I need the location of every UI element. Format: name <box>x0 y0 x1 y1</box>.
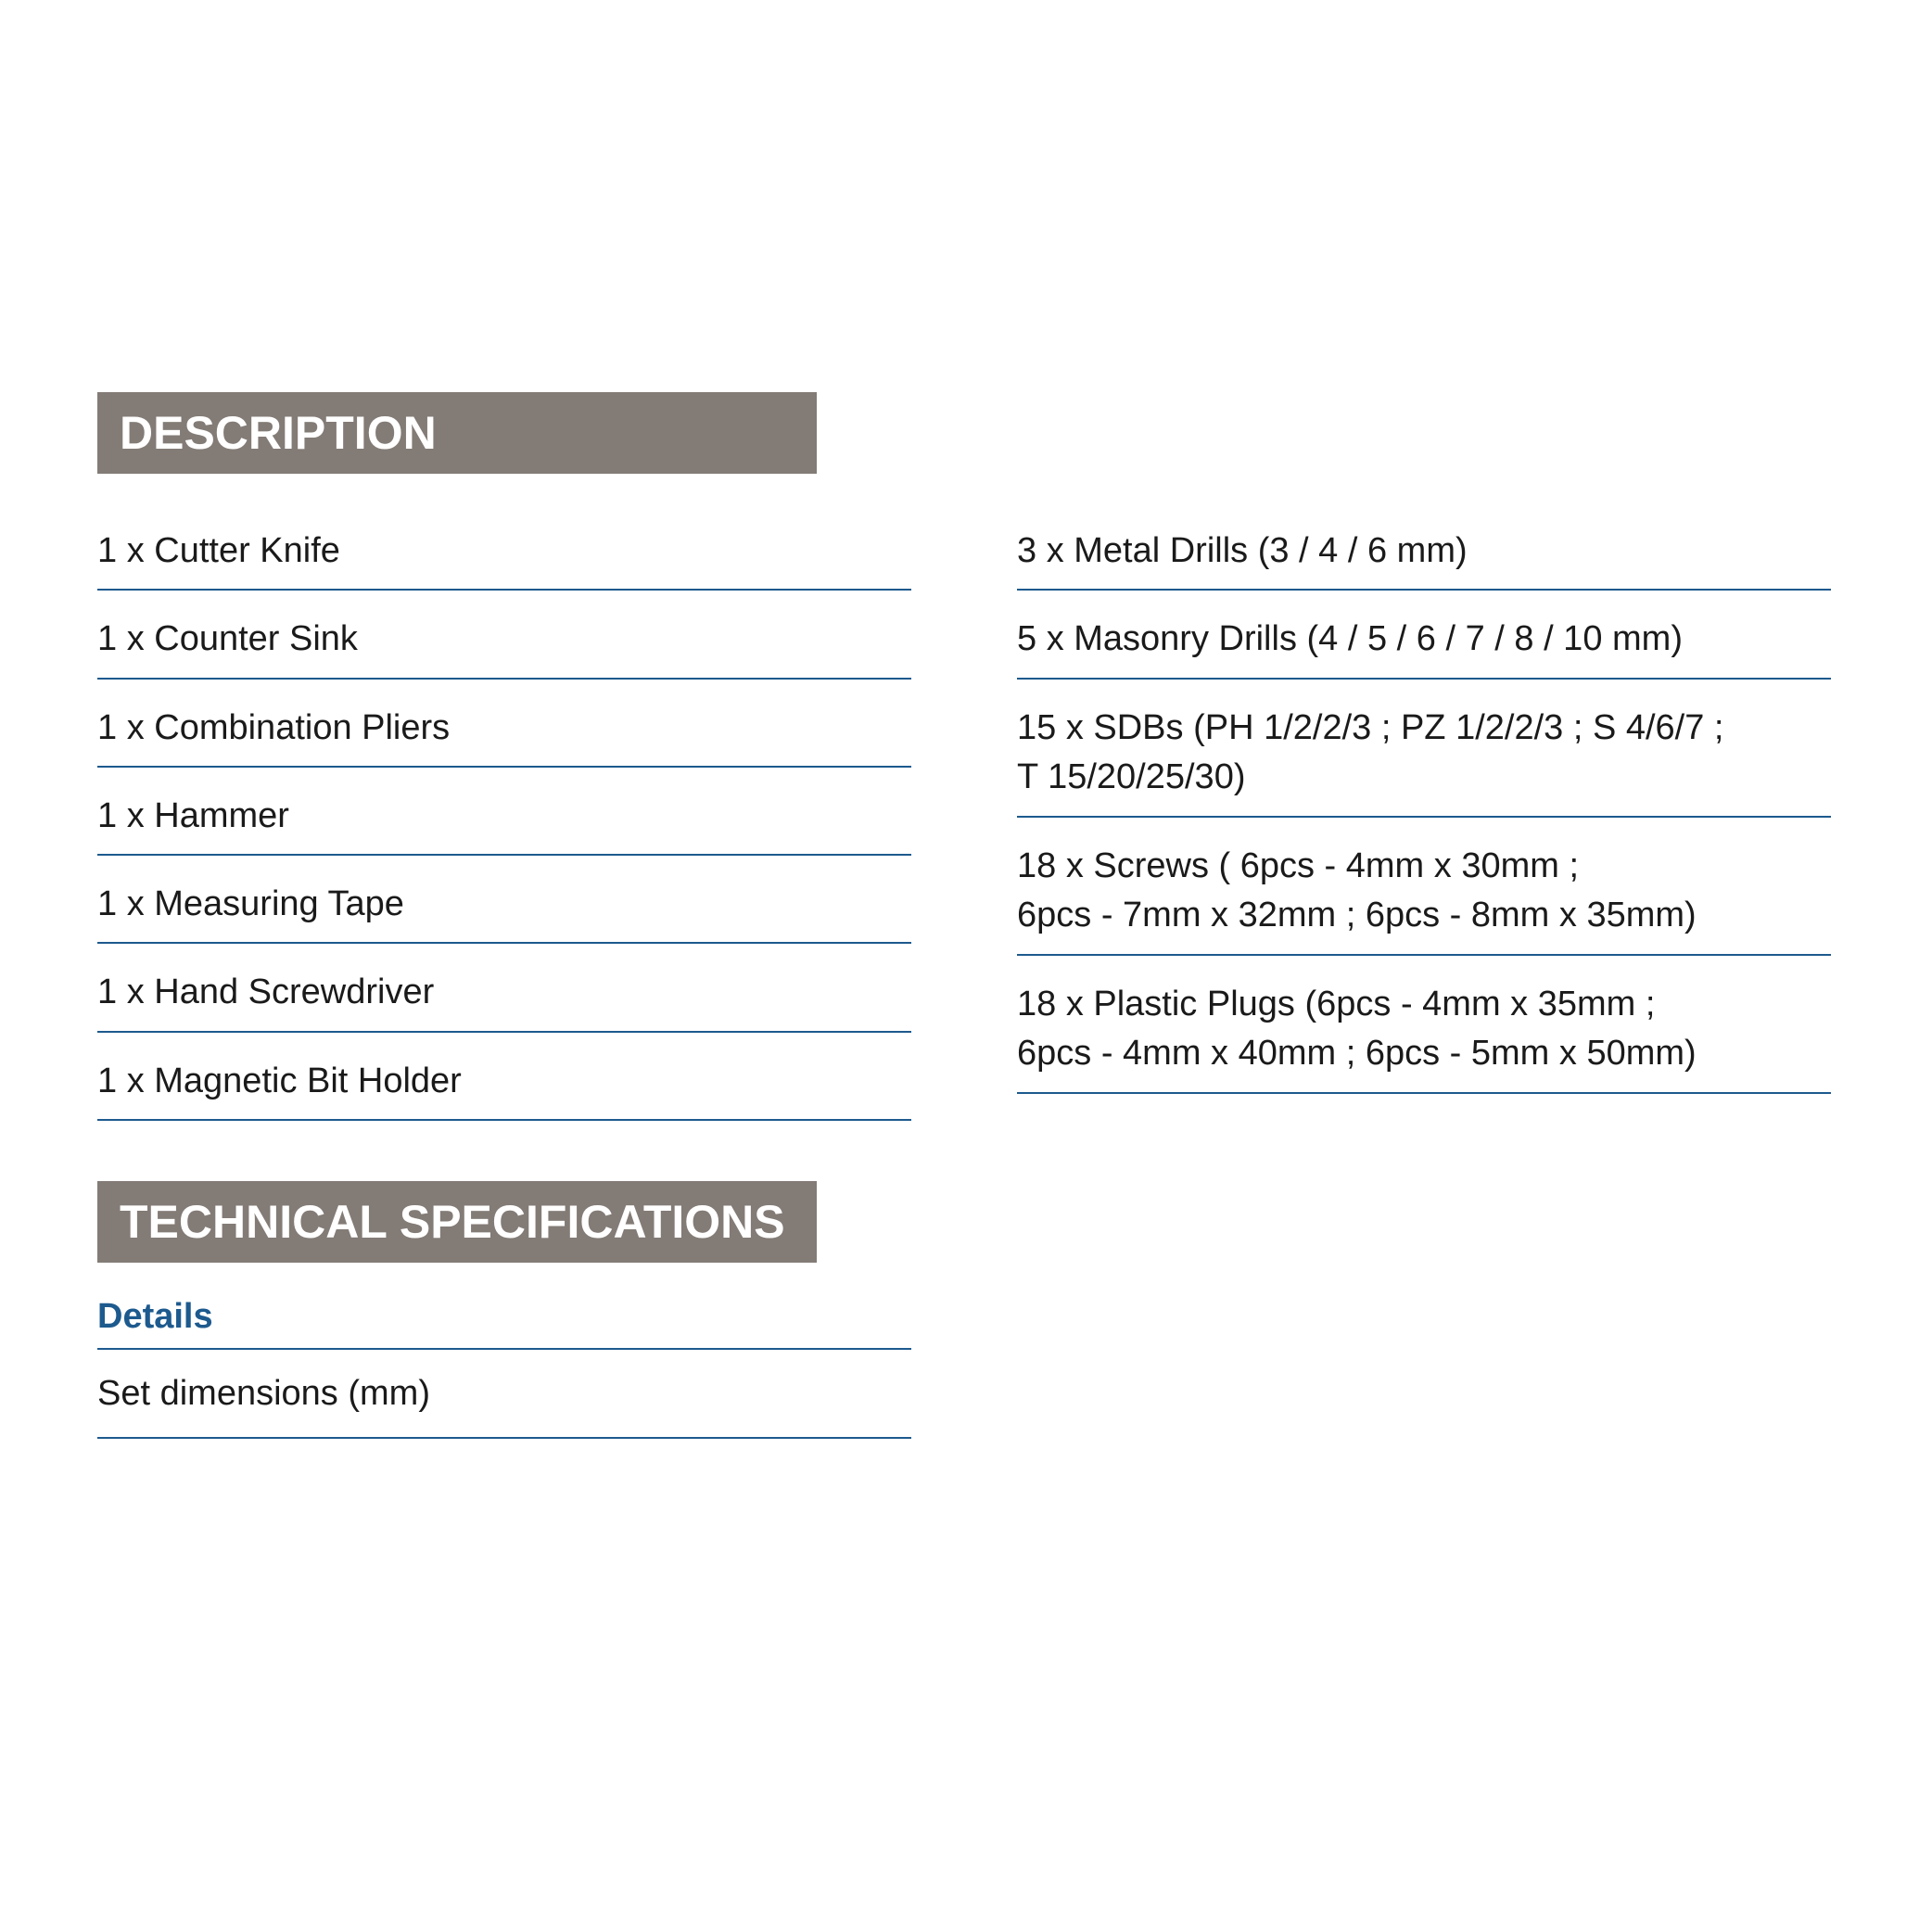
details-label: Details <box>97 1290 911 1350</box>
list-item <box>1017 502 1831 591</box>
description-right-list <box>1017 502 1831 1094</box>
item-text: 1 x Cutter Knife <box>97 531 340 570</box>
item-text-line1: 15 x SDBs (PH 1/2/2/3 ; PZ 1/2/2/3 ; S 4/6/7 ; <box>1017 707 1724 747</box>
list-item <box>1017 680 1831 818</box>
item-text-line2: T 15/20/25/30) <box>1017 756 1246 796</box>
item-text-line2: 6pcs - 4mm x 40mm ; 6pcs - 5mm x 50mm) <box>1017 1033 1697 1073</box>
item-text-line1: 18 x Screws ( 6pcs - 4mm x 30mm ; <box>1017 845 1580 885</box>
item-text: 1 x Hammer <box>97 795 289 835</box>
item-text: 1 x Combination Pliers <box>97 707 451 747</box>
list-item <box>1017 956 1831 1094</box>
item-text: 1 x Magnetic Bit Holder <box>97 1061 462 1100</box>
list-item <box>1017 591 1831 679</box>
list-item <box>97 502 911 591</box>
spec-row-set-dimensions: Set dimensions (mm) <box>97 1350 911 1439</box>
item-text-line1: 18 x Plastic Plugs (6pcs - 4mm x 35mm ; <box>1017 984 1656 1023</box>
item-text: 1 x Hand Screwdriver <box>97 972 435 1012</box>
description-header: DESCRIPTION <box>97 392 817 474</box>
list-item <box>97 680 911 768</box>
list-item <box>1017 818 1831 956</box>
item-text-line2: 6pcs - 7mm x 32mm ; 6pcs - 8mm x 35mm) <box>1017 895 1697 934</box>
list-item <box>97 1033 911 1121</box>
item-text: 1 x Measuring Tape <box>97 884 404 924</box>
description-left-list <box>97 502 911 1121</box>
list-item <box>97 856 911 944</box>
technical-specifications-header: TECHNICAL SPECIFICATIONS <box>97 1181 817 1263</box>
item-text: 1 x Counter Sink <box>97 619 358 659</box>
list-item <box>97 944 911 1032</box>
list-item <box>97 768 911 856</box>
list-item <box>97 591 911 679</box>
item-text: 5 x Masonry Drills (4 / 5 / 6 / 7 / 8 / 10 mm) <box>1017 619 1683 659</box>
item-text: 3 x Metal Drills (3 / 4 / 6 mm) <box>1017 531 1468 570</box>
